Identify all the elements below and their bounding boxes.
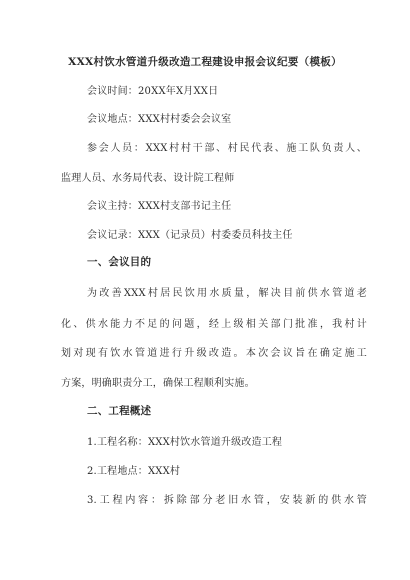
section-2-heading: 二、工程概述 (87, 405, 152, 417)
section-1-heading: 一、会议目的 (87, 256, 152, 268)
meeting-host: 会议主持：XXX村支部书记主任 (87, 201, 232, 212)
section-1-line-2: 化、供水能力不足的问题，经上级相关部门批准，我村计 (61, 319, 367, 330)
section-2-item-1: 1.工程名称：XXX村饮水管道升级改造工程 (87, 437, 283, 448)
meeting-time: 会议时间：20XX年X月XX日 (87, 86, 219, 97)
section-2-item-3: 3.工程内容：拆除部分老旧水管，安装新的供水管 (87, 495, 367, 506)
section-2-item-2: 2.工程地点：XXX村 (87, 466, 181, 477)
meeting-place: 会议地点：XXX村村委会会议室 (87, 114, 232, 125)
section-1-line-3: 划对现有饮水管道进行升级改造。本次会议旨在确定施工 (61, 348, 367, 359)
document-title: XXX村饮水管道升级改造工程建设申报会议纪要（模板） (68, 56, 342, 68)
section-1-line-1: 为改善XXX村居民饮用水质量，解决目前供水管道老 (87, 288, 367, 299)
meeting-recorder: 会议记录：XXX（记录员）村委委员科技主任 (87, 230, 293, 241)
attendees-line-2: 监理人员、水务局代表、设计院工程师 (61, 173, 235, 184)
section-1-line-4: 方案，明确职责分工，确保工程顺利实施。 (61, 378, 255, 389)
attendees-line-1: 参会人员：XXX村村干部、村民代表、施工队负责人、 (87, 143, 367, 154)
